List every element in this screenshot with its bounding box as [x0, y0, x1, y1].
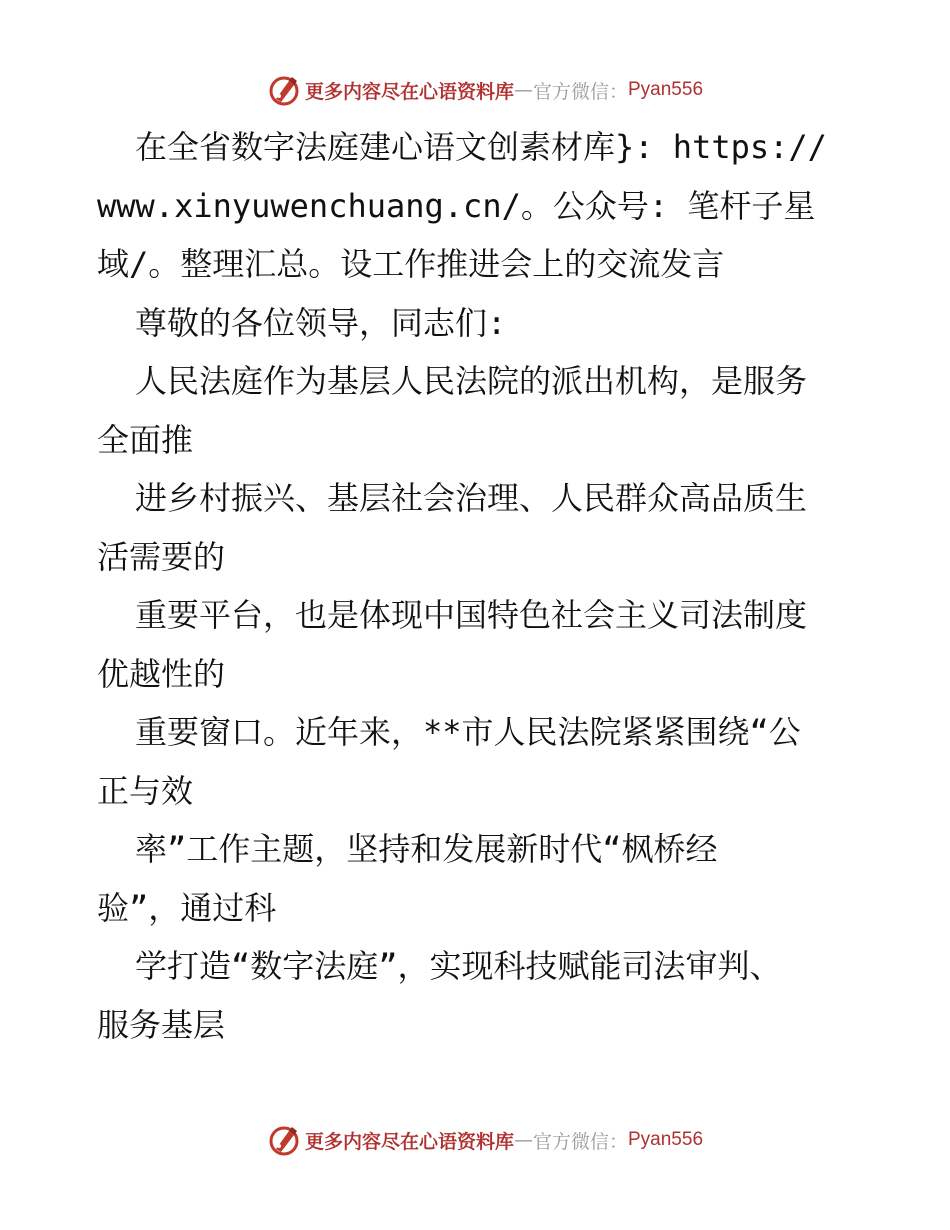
banner-site-text: 更多内容尽在心语资料库 — [304, 80, 514, 103]
header-banner[interactable] — [0, 70, 950, 110]
text-line: 重要窗口。近年来，**市人民法院紧紧围绕“公 — [135, 713, 801, 751]
banner-site-text: 更多内容尽在心语资料库 — [304, 1130, 514, 1153]
text-line: 正与效 — [97, 771, 194, 810]
text-line: 人民法庭作为基层人民法院的派出机构，是服务 — [135, 362, 808, 400]
pen-logo-icon — [267, 1123, 301, 1157]
footer-banner[interactable] — [0, 1120, 950, 1160]
text-line: 活需要的 — [97, 537, 226, 576]
header-banner-content — [267, 73, 703, 107]
text-line: 验”，通过科 — [97, 888, 277, 927]
document-body — [97, 118, 857, 1054]
text-line: 率”工作主题，坚持和发展新时代“枫桥经 — [135, 830, 718, 868]
footer-banner-content — [267, 1123, 703, 1157]
text-line: 优越性的 — [97, 654, 226, 693]
banner-dash: — — [513, 79, 533, 101]
text-line: 全面推 — [97, 420, 194, 459]
banner-dash: — — [513, 1129, 533, 1151]
text-line: 进乡村振兴、基层社会治理、人民群众高品质生 — [135, 479, 808, 517]
banner-wechat-label: 官方微信： — [532, 1130, 628, 1153]
text-line: 重要平台，也是体现中国特色社会主义司法制度 — [135, 596, 808, 634]
pen-logo-icon — [267, 73, 301, 107]
salutation-line: 尊敬的各位领导，同志们: — [135, 303, 507, 342]
text-line: 域/。整理汇总。设工作推进会上的交流发言 — [97, 245, 725, 283]
text-line: 学打造“数字法庭”，实现科技赋能司法审判、 — [135, 947, 782, 985]
text-line: www.xinyuwenchuang.cn/。公众号: 笔杆子星 — [97, 186, 816, 225]
banner-wechat-label: 官方微信： — [532, 80, 628, 103]
text-line: 在全省数字法庭建心语文创素材库}: https:// — [135, 128, 827, 166]
banner-wechat-id: Pyan556 — [628, 79, 704, 100]
text-line: 服务基层 — [97, 1005, 226, 1044]
banner-wechat-id: Pyan556 — [628, 1129, 704, 1150]
